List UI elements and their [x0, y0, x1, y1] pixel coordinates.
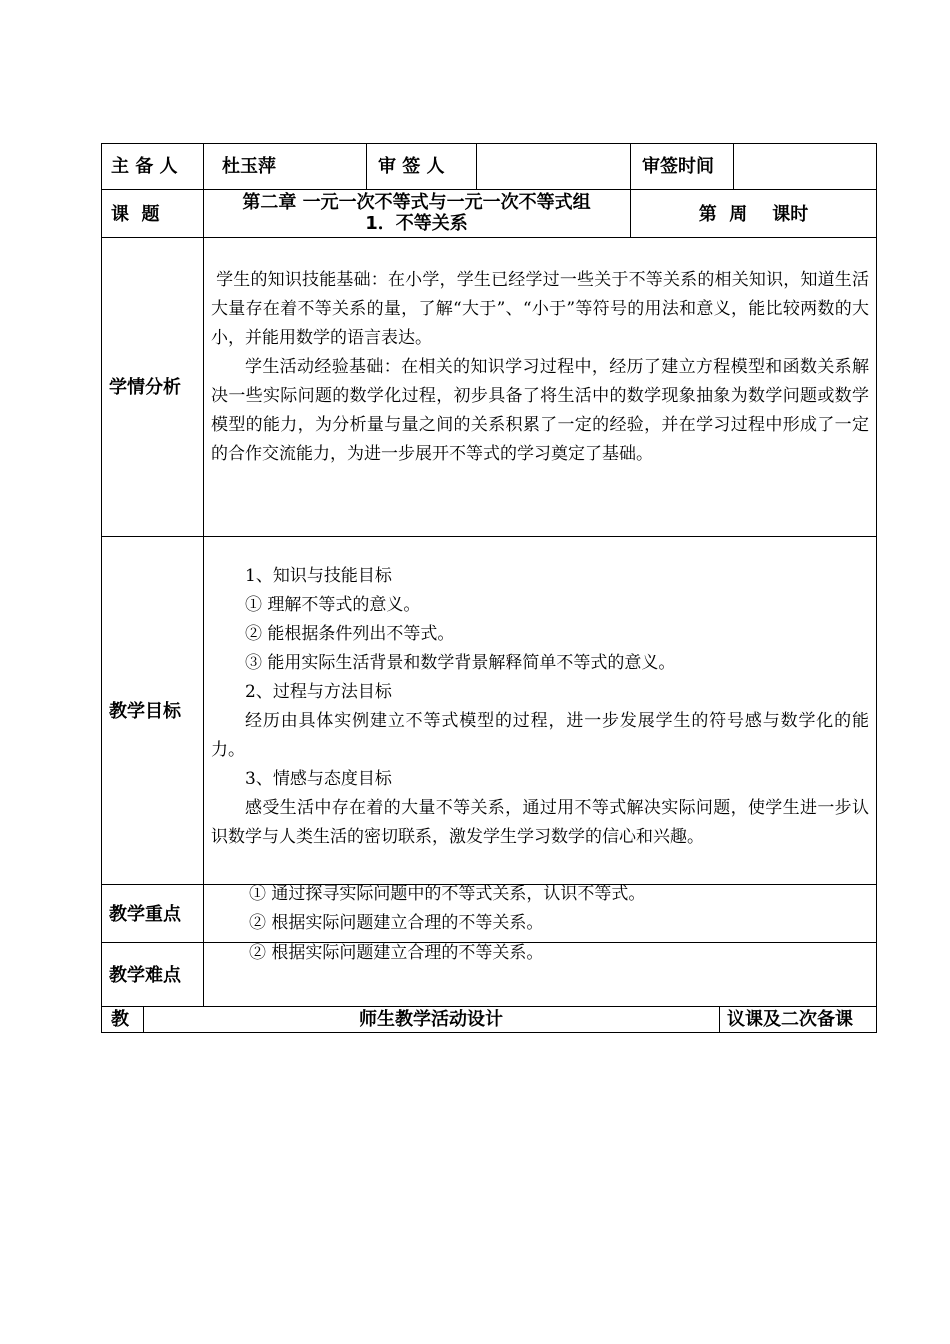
- preparer-name: 杜玉萍: [222, 156, 276, 177]
- analysis-paragraph-knowledge: 学生的知识技能基础：在小学，学生已经学过一些关于不等关系的相关知识，知道生活大量存在着不等关系的量，了解“大于”、“小于”等符号的用法和意义，能比较两数的大小，并能用数学的语言表达。: [211, 270, 869, 348]
- col-divider-label: [203, 143, 204, 1006]
- footer-col-activity-design: 师生教学活动设计: [359, 1009, 503, 1030]
- objective-heading-knowledge: 1、知识与技能目标: [245, 566, 392, 586]
- objectives-label: 教学目标: [109, 701, 181, 722]
- objective-emotion-text: 感受生活中存在着的大量不等关系，通过用不等式解决实际问题，使学生进一步认识数学与人类生活的密切联系，激发学生学习数学的信心和兴趣。: [211, 798, 869, 847]
- objectives-content: [211, 562, 869, 852]
- analysis-paragraph-experience: 学生活动经验基础：在相关的知识学习过程中，经历了建立方程模型和函数关系解决一些实际问题的数学化过程，初步具备了将生活中的数学现象抽象为数学问题或数学模型的能力，为分析量与量之间的关系积累了一定的经验，并在学习过程中形成了一定的合作交流能力，为进一步展开不等式的学习奠定了基础。: [211, 357, 869, 464]
- objective-item-3: ③ 能用实际生活背景和数学背景解释简单不等式的意义。: [245, 653, 676, 673]
- objective-item-1: ① 理解不等式的意义。: [245, 595, 421, 615]
- key-point-1: ① 通过探寻实际问题中的不等式关系，认识不等式。: [249, 884, 646, 904]
- col-divider-footer-b: [719, 1006, 720, 1033]
- objective-heading-process: 2、过程与方法目标: [245, 682, 392, 702]
- reviewer-label: 审 签 人: [378, 156, 445, 177]
- row-divider-6: [101, 1006, 877, 1007]
- footer-col-review: 议课及二次备课: [727, 1009, 853, 1030]
- row-divider-2: [101, 237, 877, 238]
- analysis-label: 学情分析: [109, 377, 181, 398]
- topic-label: 课 题: [111, 204, 160, 225]
- objective-heading-emotion: 3、情感与态度目标: [245, 769, 392, 789]
- col-divider-header-a: [366, 143, 367, 189]
- footer-col-teach: 教: [111, 1009, 129, 1030]
- analysis-content: [211, 266, 869, 469]
- difficulty-1: ② 根据实际问题建立合理的不等关系。: [249, 943, 544, 963]
- preparer-label: 主 备 人: [111, 156, 178, 177]
- objective-item-2: ② 能根据条件列出不等式。: [245, 624, 455, 644]
- row-divider-3: [101, 536, 877, 537]
- col-divider-header-d: [733, 143, 734, 189]
- key-points-label: 教学重点: [109, 904, 181, 925]
- col-divider-header-b: [476, 143, 477, 189]
- topic-title-line2: 1．不等关系: [365, 213, 468, 234]
- objective-process-text: 经历由具体实例建立不等式模型的过程，进一步发展学生的符号感与数学化的能力。: [211, 711, 869, 760]
- key-point-2: ② 根据实际问题建立合理的不等关系。: [249, 913, 544, 933]
- difficulties-label: 教学难点: [109, 965, 181, 986]
- row-divider-1: [101, 189, 877, 190]
- topic-title-line1: 第二章 一元一次不等式与一元一次不等式组: [242, 192, 591, 213]
- review-time-label: 审签时间: [642, 156, 714, 177]
- topic-schedule: 第 周 课时: [698, 204, 809, 225]
